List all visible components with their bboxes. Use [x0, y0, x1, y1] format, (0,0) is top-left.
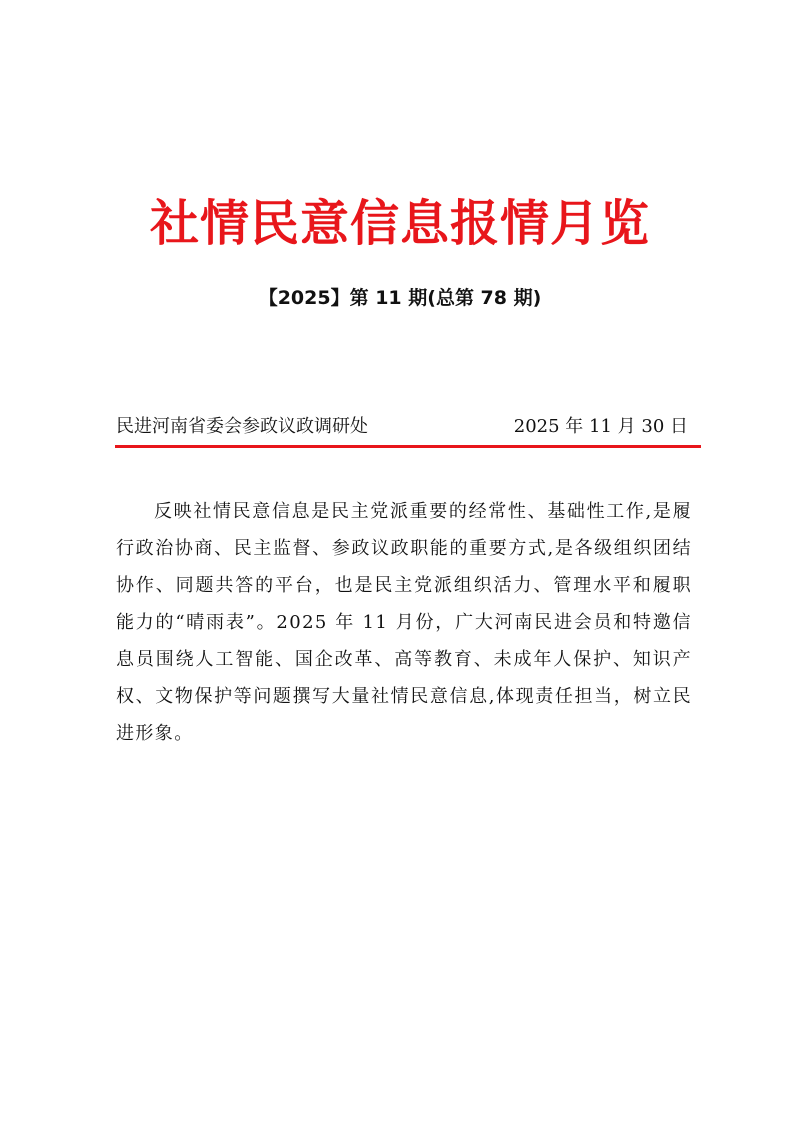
- issuer-header: [116, 412, 688, 442]
- red-divider-line: [115, 445, 701, 448]
- document-title: 社情民意信息报情月览: [149, 194, 650, 252]
- issue-date: 2025 年 11 月 30 日: [513, 416, 688, 437]
- issue-number: 【2025】第 11 期(总第 78 期): [258, 287, 542, 309]
- issuing-organization: 民进河南省委会参政议政调研处: [116, 416, 368, 437]
- intro-paragraph: 反映社情民意信息是民主党派重要的经常性、基础性工作,是履行政治协商、民主监督、参政议政职能的重要方式,是各级组织团结协作、同题共答的平台，也是民主党派组织活力、管理水平和履职能力的“晴雨表”。2025 年 11 月份，广大河南民进会员和特邀信息员围绕人工智能、国企改革、高等教育、未成年人保护、知识产权、文物保护等问题撰写大量社情民意信息,体现责任担当，树立民进形象。: [116, 501, 692, 744]
